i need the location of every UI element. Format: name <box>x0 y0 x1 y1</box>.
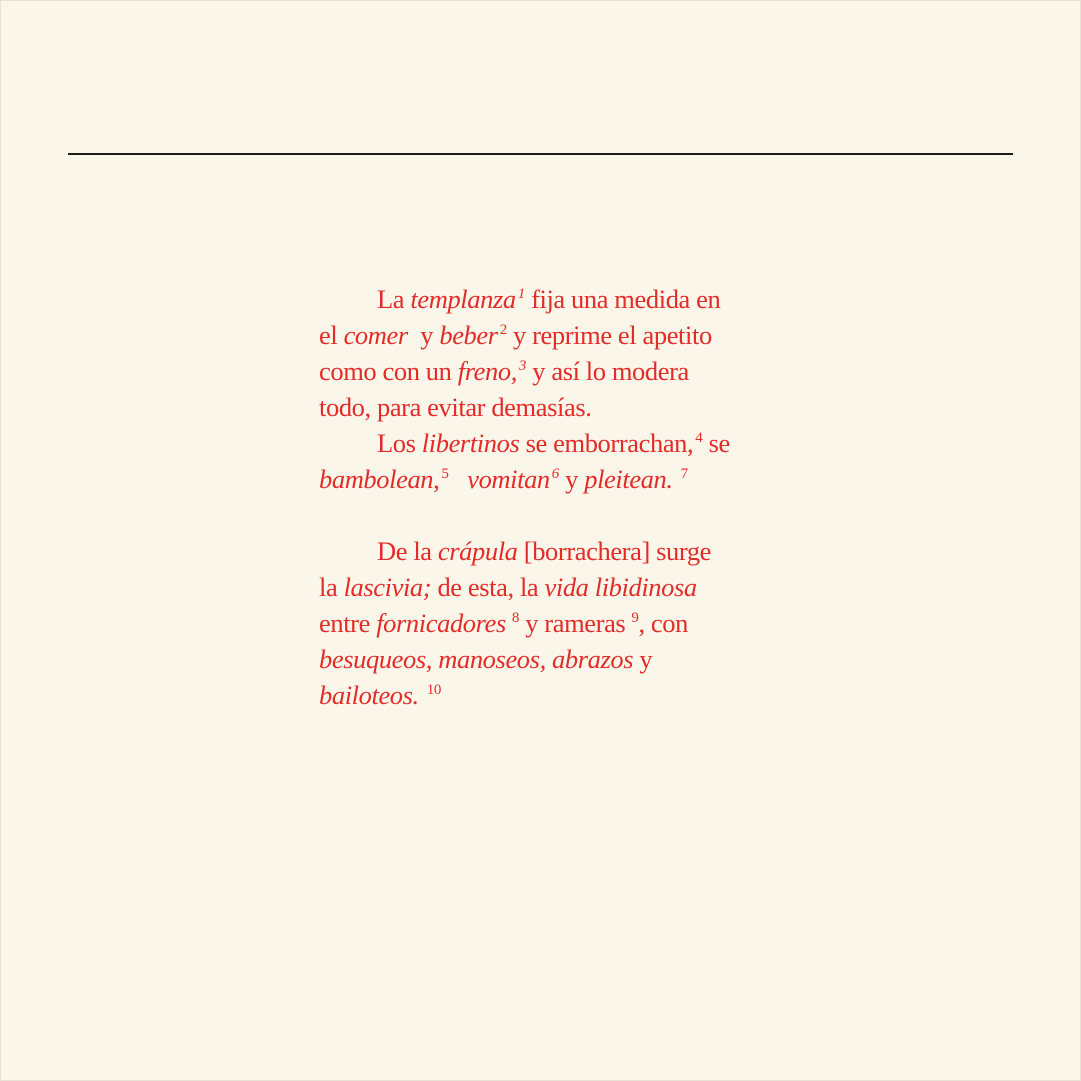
text-run: y reprime el apetito <box>513 320 712 350</box>
text-run: De la <box>377 536 432 566</box>
paragraph1-line2 <box>319 317 779 353</box>
term-vomitan: vomitan <box>467 464 550 494</box>
text-run: , con <box>638 608 688 638</box>
punctuation: , <box>433 464 440 494</box>
paragraph3-line1 <box>319 533 779 569</box>
word: la <box>319 572 338 602</box>
body-text <box>319 281 779 713</box>
word: Los <box>377 428 416 458</box>
term-libertinos: libertinos <box>421 428 520 458</box>
term-fornicadores: fornicadores <box>376 608 506 638</box>
term-beber: beber <box>439 320 498 350</box>
text-run: como con un <box>319 356 452 386</box>
paragraph1-line3 <box>319 353 779 389</box>
text-run: se emborrachan, <box>525 428 694 458</box>
text-run: [borrachera] surge <box>523 536 712 566</box>
term-bailoteos: bailoteos. <box>319 680 419 710</box>
paragraph3-line5 <box>319 677 779 713</box>
paragraph2-line1 <box>319 425 779 461</box>
term-besuqueos: besuqueos, manoseos, abrazos <box>319 644 634 674</box>
term-comer: comer <box>343 320 408 350</box>
term-bambolean: bambolean <box>319 464 434 494</box>
word: el <box>319 320 338 350</box>
term-crapula: crápula <box>437 536 518 566</box>
text-run: de esta, la <box>437 572 539 602</box>
paragraph3-line2 <box>319 569 779 605</box>
paragraph1-line1 <box>319 281 779 317</box>
word: entre <box>319 608 370 638</box>
paragraph1-line4 <box>319 389 779 425</box>
footnote-ref-7: 7 <box>680 466 688 482</box>
term-templanza: templanza <box>410 284 516 314</box>
paragraph-spacer <box>319 497 779 533</box>
paragraph3-line4 <box>319 641 779 677</box>
paragraph2-line2 <box>319 461 779 497</box>
footnote-ref-10: 10 <box>426 682 441 698</box>
header-rule <box>68 153 1013 155</box>
text-run: y rameras <box>525 608 626 638</box>
footnote-ref-2: 2 <box>499 322 507 338</box>
text-run: todo, para evitar demasías. <box>319 392 592 422</box>
text-run: fija una medida en <box>531 284 721 314</box>
paragraph3-line3 <box>319 605 779 641</box>
footnote-ref-6: 6 <box>551 466 559 482</box>
footnote-ref-1: 1 <box>517 286 525 302</box>
footnote-ref-4: 4 <box>695 430 703 446</box>
word: La <box>377 284 405 314</box>
term-vida-libidinosa: vida libidinosa <box>544 572 697 602</box>
term-lascivia: lascivia; <box>343 572 432 602</box>
word: y <box>420 320 434 350</box>
word: y <box>639 644 653 674</box>
word: y <box>565 464 578 494</box>
word: se <box>708 428 730 458</box>
term-pleitean: pleitean. <box>584 464 673 494</box>
footnote-ref-8: 8 <box>511 610 519 626</box>
text-run: y así lo modera <box>532 356 689 386</box>
term-freno: freno, <box>457 356 517 386</box>
footnote-ref-3: 3 <box>518 358 527 374</box>
footnote-ref-9: 9 <box>631 610 639 626</box>
footnote-ref-5: 5 <box>441 466 449 482</box>
